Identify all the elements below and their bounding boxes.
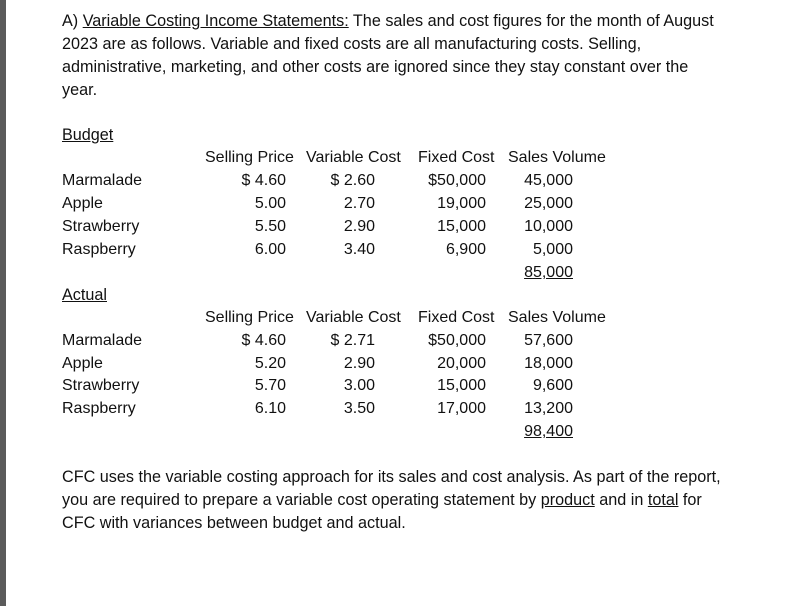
actual-fcost: 15,000: [437, 377, 486, 394]
budget-header-vcost: Variable Cost: [306, 149, 401, 166]
intro-line2: 2023 are as follows. Variable and fixed costs are all manufacturing costs. Selling,: [62, 35, 642, 53]
actual-fcost: $50,000: [428, 332, 486, 349]
actual-vcost: 3.00: [343, 377, 375, 394]
budget-product: Apple: [62, 195, 103, 212]
budget-product: Marmalade: [62, 172, 143, 189]
intro-prefix: A): [62, 12, 83, 30]
actual-fcost: 20,000: [437, 355, 486, 372]
actual-price: $ 4.60: [241, 332, 286, 349]
budget-volume: 5,000: [532, 241, 573, 258]
closing-product-emphasis: product: [540, 491, 595, 509]
actual-price: 5.70: [254, 377, 286, 394]
budget-header-fcost: Fixed Cost: [418, 149, 495, 166]
budget-price: 6.00: [254, 241, 286, 258]
actual-vcost: 2.90: [343, 355, 375, 372]
window-edge-bar: [0, 0, 6, 606]
budget-volume: 10,000: [524, 218, 573, 235]
intro-line4: year.: [62, 81, 98, 99]
actual-price: 6.10: [254, 400, 286, 417]
actual-price: 5.20: [254, 355, 286, 372]
intro-line1-rest: The sales and cost figures for the month of August: [348, 12, 714, 30]
actual-header-volume: Sales Volume: [508, 309, 606, 326]
actual-volume: 57,600: [524, 332, 573, 349]
actual-heading: Actual: [62, 286, 107, 304]
actual-product: Raspberry: [62, 400, 136, 417]
actual-vcost: 3.50: [343, 400, 375, 417]
actual-product: Marmalade: [62, 332, 143, 349]
budget-price: $ 4.60: [241, 172, 286, 189]
actual-fcost: 17,000: [437, 400, 486, 417]
closing-line2-c: and in: [594, 491, 648, 509]
actual-header-vcost: Variable Cost: [306, 309, 401, 326]
budget-price: 5.50: [254, 218, 286, 235]
budget-fcost: 19,000: [437, 195, 486, 212]
actual-product: Strawberry: [62, 377, 140, 394]
closing-line2-a: you are required to prepare a variable cost operating statement by: [62, 491, 541, 509]
budget-vcost: 3.40: [343, 241, 375, 258]
budget-fcost: 6,900: [445, 241, 486, 258]
closing-line3: CFC with variances between budget and actual.: [62, 514, 406, 532]
budget-volume: 45,000: [524, 172, 573, 189]
budget-fcost: $50,000: [428, 172, 486, 189]
budget-header-price: Selling Price: [205, 149, 294, 166]
closing-line1: CFC uses the variable costing approach for its sales and cost analysis. As part of the report,: [62, 468, 721, 486]
intro-line3: administrative, marketing, and other costs are ignored since they stay constant over the: [62, 58, 689, 76]
budget-product: Raspberry: [62, 241, 136, 258]
actual-header-price: Selling Price: [205, 309, 294, 326]
actual-volume: 18,000: [524, 355, 573, 372]
budget-vcost: $ 2.60: [330, 172, 375, 189]
intro-title: Variable Costing Income Statements:: [82, 12, 349, 30]
closing-total-emphasis: total: [647, 491, 679, 509]
closing-paragraph: [62, 466, 772, 535]
budget-fcost: 15,000: [437, 218, 486, 235]
budget-volume: 25,000: [524, 195, 573, 212]
budget-price: 5.00: [254, 195, 286, 212]
budget-vcost: 2.70: [343, 195, 375, 212]
budget-header-volume: Sales Volume: [508, 149, 606, 166]
actual-header-fcost: Fixed Cost: [418, 309, 495, 326]
actual-product: Apple: [62, 355, 103, 372]
closing-line2-e: for: [678, 491, 702, 509]
intro-paragraph: [62, 10, 762, 102]
budget-total-volume: 85,000: [524, 264, 573, 281]
budget-product: Strawberry: [62, 218, 140, 235]
actual-total-volume: 98,400: [524, 423, 573, 440]
budget-vcost: 2.90: [343, 218, 375, 235]
actual-vcost: $ 2.71: [330, 332, 375, 349]
budget-heading: Budget: [62, 126, 114, 144]
actual-volume: 13,200: [524, 400, 573, 417]
actual-volume: 9,600: [532, 377, 573, 394]
